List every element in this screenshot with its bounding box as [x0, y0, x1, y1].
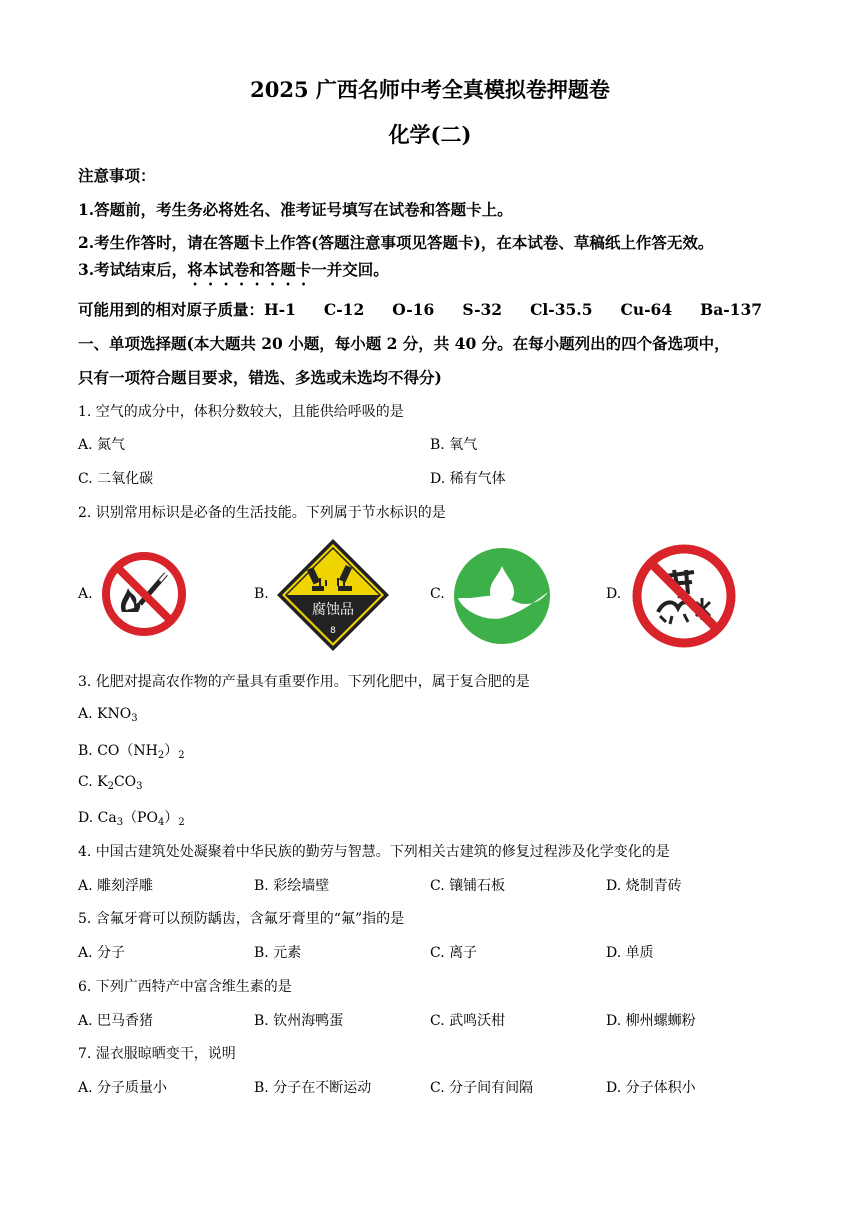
note-2: 2.考生作答时，请在答题卡上作答(答题注意事项见答题卡)，在本试卷、草稿纸上作答无效。 [78, 233, 714, 252]
q7-option-c: C. 分子间有间隔 [430, 1080, 534, 1096]
q3-c-sub1: 2 [107, 781, 114, 792]
atomic-mass-c: C-12 [323, 300, 365, 319]
q7-stem: 7. 湿衣服晾晒变干，说明 [78, 1046, 236, 1062]
section-heading-line2: 只有一项符合题目要求，错选、多选或未选均不得分) [78, 368, 442, 387]
q3-option-d [78, 807, 185, 828]
q3-stem: 3. 化肥对提高农作物的产量具有重要作用。下列化肥中，属于复合肥的是 [78, 674, 530, 690]
note-3 [78, 258, 389, 289]
q2-stem: 2. 识别常用标识是必备的生活技能。下列属于节水标识的是 [78, 505, 446, 521]
q3-d-mid: （PO [123, 810, 158, 826]
water-saving-sign-icon [452, 546, 552, 646]
q4-option-d: D. 烧制青砖 [606, 878, 682, 894]
q1-stem: 1. 空气的成分中，体积分数较大，且能供给呼吸的是 [78, 404, 404, 420]
q3-b-mid: ） [164, 743, 179, 759]
q3-d-post: ） [164, 810, 179, 826]
q3-d-sub1: 3 [116, 817, 124, 828]
q7-option-a: A. 分子质量小 [78, 1080, 168, 1096]
q2-option-c: C. [430, 586, 445, 602]
q3-a-sub: 3 [131, 713, 138, 724]
q2-option-b: B. [254, 586, 269, 602]
note-3-post: 一并交回。 [311, 260, 389, 279]
atomic-mass-cu: Cu-64 [620, 300, 673, 319]
exam-title: 2025 广西名师中考全真模拟卷押题卷 [250, 77, 610, 102]
note-3-emphasis: 将本试卷和答题卡 [187, 260, 312, 279]
notes-heading: 注意事项： [78, 166, 156, 185]
q4-stem: 4. 中国古建筑处处凝聚着中华民族的勤劳与智慧。下列相关古建筑的修复过程涉及化学变化的是 [78, 844, 670, 860]
atomic-mass-s: S-32 [462, 300, 503, 319]
q7-option-d: D. 分子体积小 [606, 1080, 696, 1096]
q5-option-c: C. 离子 [430, 945, 478, 961]
q3-d-sub2: 4 [157, 817, 165, 828]
atomic-mass-ba: Ba-137 [700, 300, 763, 319]
q5-option-a: A. 分子 [78, 945, 126, 961]
q6-stem: 6. 下列广西特产中富含维生素的是 [78, 979, 292, 995]
q1-option-c: C. 二氧化碳 [78, 471, 154, 487]
exam-subtitle: 化学(二) [388, 122, 472, 147]
q3-d-text: D. Ca [78, 810, 117, 826]
q3-b-sub2: 2 [178, 750, 185, 761]
prohibition-sign-icon [630, 542, 738, 650]
q4-option-a: A. 雕刻浮雕 [78, 878, 154, 894]
atomic-mass-cl: Cl-35.5 [530, 300, 593, 319]
q3-option-b [78, 740, 185, 761]
q3-option-a [78, 706, 138, 724]
q4-option-b: B. 彩绘墙壁 [254, 878, 330, 894]
q6-option-c: C. 武鸣沃柑 [430, 1013, 506, 1029]
q3-b-text: B. CO（NH [78, 743, 158, 759]
q3-c-sub2: 3 [136, 781, 143, 792]
no-fire-sign-icon [100, 550, 188, 638]
q2-option-d: D. [606, 586, 622, 602]
q4-option-c: C. 镶铺石板 [430, 878, 506, 894]
atomic-mass-line [78, 298, 790, 320]
q5-option-b: B. 元素 [254, 945, 302, 961]
atomic-mass-o: O-16 [392, 300, 435, 319]
q6-option-a: A. 巴马香猪 [78, 1013, 154, 1029]
q1-option-d: D. 稀有气体 [430, 471, 506, 487]
q6-option-d: D. 柳州螺蛳粉 [606, 1013, 696, 1029]
q7-option-b: B. 分子在不断运动 [254, 1080, 372, 1096]
q3-c-mid: CO [113, 774, 137, 790]
q5-option-d: D. 单质 [606, 945, 654, 961]
q3-a-text: A. KNO [78, 706, 132, 722]
section-heading-line1: 一、单项选择题(本大题共 20 小题，每小题 2 分，共 40 分。在每小题列出的四个备选项中， [78, 334, 730, 353]
corrosive-sign-icon [276, 538, 390, 652]
q3-c-text: C. K [78, 774, 108, 790]
q3-b-sub1: 2 [157, 750, 165, 761]
q2-option-a: A. [78, 586, 93, 602]
atomic-mass-label: 可能用到的相对原子质量： [78, 300, 265, 319]
note-3-pre: 3.考试结束后， [78, 260, 188, 279]
note-1: 1.答题前，考生务必将姓名、准考证号填写在试卷和答题卡上。 [78, 200, 513, 219]
q6-option-b: B. 钦州海鸭蛋 [254, 1013, 344, 1029]
corrosive-class-number: 8 [330, 626, 336, 636]
q1-option-a: A. 氮气 [78, 437, 126, 453]
q5-stem: 5. 含氟牙膏可以预防龋齿，含氟牙膏里的“氟”指的是 [78, 911, 405, 927]
q3-d-sub3: 2 [178, 817, 185, 828]
corrosive-label: 腐蚀品 [312, 602, 354, 618]
atomic-mass-h: H-1 [264, 300, 296, 319]
q3-option-c [78, 774, 143, 792]
q1-option-b: B. 氧气 [430, 437, 478, 453]
